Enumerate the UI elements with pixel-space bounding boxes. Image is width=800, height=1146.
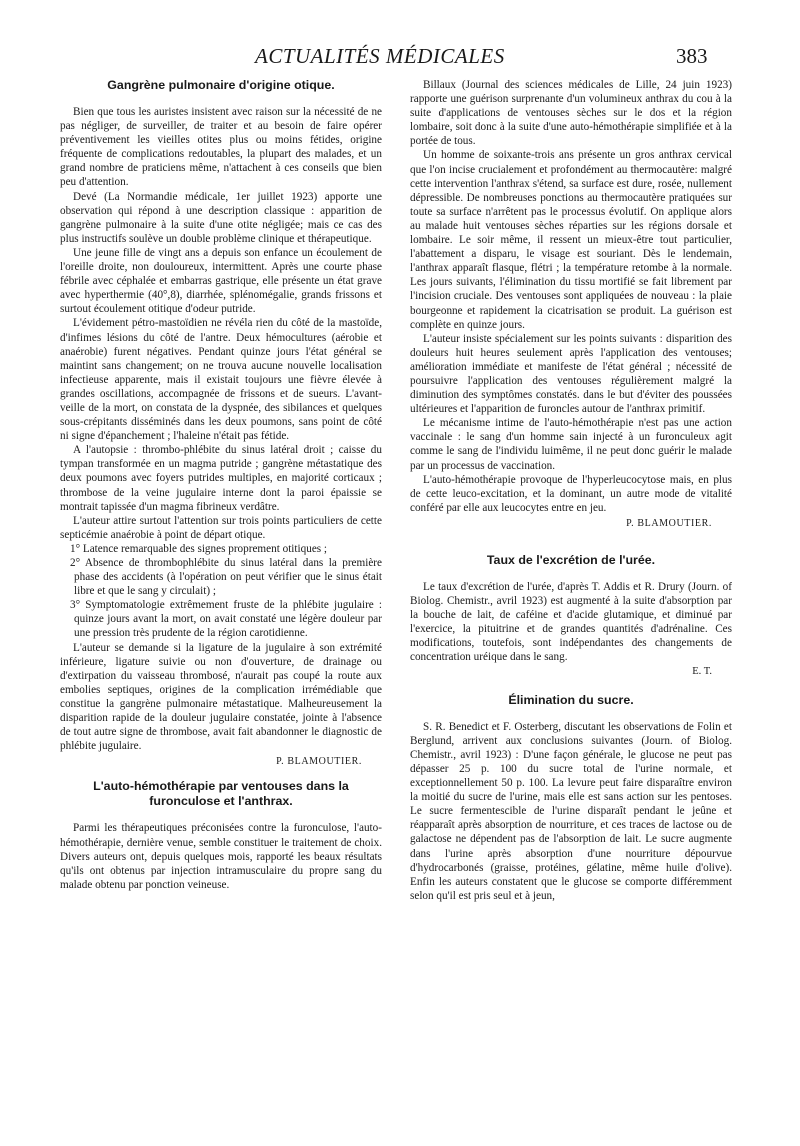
page-number: 383 xyxy=(676,44,708,68)
paragraph: L'auteur se demande si la ligature de la jugulaire à son extrémité inférieure, ligature suivie ou non d'ouverture, de drainage ou d'extirpation du vaisseau thrombosé, n'aurait pas coupé la route aux embolies septiques, origines de la complication irrémédiable que constitue la gangrène pulmonaire métastatique. Malheureusement la disparition rapide de la douleur jugulaire constatée, jointe à l'absence de tout autre signe de thrombose, avait fait abandonner le diagnostic de phlébite jugulaire. xyxy=(60,641,382,753)
signature: P. BLAMOUTIER. xyxy=(626,517,712,529)
paragraph: S. R. Benedict et F. Osterberg, discutant les observations de Folin et Berglund, arrivent aux conclusions suivantes (Journ. of Biolog. Chemistr., avril 1923) : D'une façon générale, le glucose ne peut pas dépasser 25 p. 100 du sucre total de l'urine normale, et exceptionnellement 50 p. 100. La levure peut faire disparaître environ la moitié du sucre de l'urine, mais elle est sans action sur les pentoses. Le sucre fermentescible de l'urine disparaît pendant le jeûne et réapparaît après absorption de nourriture, et ces traces de lactose ou de galactose ne dépendent pas de l'absorption de lait. Le sucre augmente dans l'urine après absorption d'une nourriture dépourvue d'hydrocarbonés (graisse, protéines, gélatine, même huile d'olive). Enfin les auteurs constatent que le glucose se comporte différemment selon qu'il est pris seul et à jeun, xyxy=(410,720,732,902)
article-title-autohemotherapie: L'auto-hémothérapie par ventouses dans la furonculose et l'anthrax. xyxy=(93,779,349,809)
article-title-sucre: Élimination du sucre. xyxy=(508,692,634,707)
paragraph: A l'autopsie : thrombo-phlébite du sinus latéral droit ; caisse du tympan transformée en un magma putride ; gangrène métastatique des deux poumons avec foyers putrides multiples, en majorité corticaux ; thrombose de la veine jugulaire interne dont la paroi épaissie se montrait tapissée d'un magma fibrineux verdâtre. xyxy=(60,444,382,513)
paragraph: L'auteur attire surtout l'attention sur trois points particuliers de cette septicémie anaérobie à point de départ otique. xyxy=(60,514,382,541)
paragraph: Le taux d'excrétion de l'urée, d'après T. Addis et R. Drury (Journ. of Biolog. Chemistr., avril 1923) est augmenté à la suite d'absorption par la bouche de lait, de caféine et d'acide glutamique, et diminué par l'exercice, la pituitrine et de grandes quantités d'adrénaline. Ces modifications, toutefois, sont indépendantes des changements de concentration uréique dans le sang. xyxy=(410,581,732,664)
paragraph: L'auto-hémothérapie provoque de l'hyperleucocytose mais, en plus de cette leuco-excitation, et la dominant, un autre mode de vitalité conféré par elle aux leucocytes entre en jeu. xyxy=(410,473,732,514)
list-item: 3° Symptomatologie extrêmement fruste de la phlébite jugulaire : quinze jours avant la mort, on avait constaté une légère douleur par une pression très prudente de la région carotidienne. xyxy=(70,599,382,640)
paragraph: Le mécanisme intime de l'auto-hémothérapie n'est pas une action vaccinale : le sang d'un homme sain injecté à un furonculeux agit comme le sang de l'individu luimême, il ne peut donc guérir le malade par un processus de vaccination. xyxy=(410,417,732,472)
article-title-uree: Taux de l'excrétion de l'urée. xyxy=(486,553,656,567)
article-title-gangrene: Gangrène pulmonaire d'origine otique. xyxy=(107,78,335,92)
paragraph: Parmi les thérapeutiques préconisées contre la furonculose, l'auto-hémothérapie, dernière venue, semble constituer le traitement de choix. Divers auteurs ont, depuis quelques mois, rapporté les beaux résultats qu'ils ont obtenus par injection intramusculaire du propre sang du malade obtenu par ponction veineuse. xyxy=(60,822,382,891)
paragraph: Devé (La Normandie médicale, 1er juillet 1923) apporte une observation qui répond à une description classique : apparition de gangrène pulmonaire à la suite d'une otite négligée; mais ce cas des plus instructifs soulève un double problème clinique et thérapeutique. xyxy=(60,190,382,245)
right-column xyxy=(410,78,732,903)
paragraph: Un homme de soixante-trois ans présente un gros anthrax cervical que l'on incise crucialement et profondément au thermocautère: malgré cette intervention l'anthrax s'étend, sa surface est dure, rosée, nullement dépressible. De nombreuses ponctions au thermocautère pratiquées sur toute sa surface n'arrêtent pas le processus évolutif. On applique alors au malade huit ventouses sèches réparties sur les régions dorsale et lombaire. Le soir même, il ressent un mieux-être tout particulier, l'abattement a disparu, le visage est souriant. Dès le lendemain, l'anthrax apparaît flasque, flétri ; la température retombe à la normale. Les jours suivants, l'élimination du tissu mortifié se fait librement par l'incision cruciale. Des ventouses sont appliquées de nouveau : la plaie bourgeonne et rapidement la cicatrisation se produit. La guérison est complète en quinze jours. xyxy=(410,149,732,331)
paragraph: Bien que tous les auristes insistent avec raison sur la nécessité de ne pas négliger, de surveiller, de traiter et au besoin de faire opérer préventivement les vieilles otites plus ou moins fétides, origine fréquente de complications redoutables, la plupart des malades, et un grand nombre de praticiens même, n'attachent à ces conseils que bien peu d'attention. xyxy=(60,106,382,189)
list-item: 2° Absence de thrombophlébite du sinus latéral dans la première phase des accidents (à l'opération on peut vérifier que le sinus était libre et que le sang y circulait) ; xyxy=(70,557,382,598)
list-item: 1° Latence remarquable des signes proprement otitiques ; xyxy=(70,542,328,555)
running-head xyxy=(0,38,800,78)
section-spacer xyxy=(410,541,732,553)
left-column xyxy=(60,78,382,892)
paragraph: Billaux (Journal des sciences médicales de Lille, 24 juin 1923) rapporte une guérison surprenante d'un volumineux anthrax du cou à la suite d'applications de ventouses sèches sur le dos et la région lombaire, soit donc à la suite d'une auto-hémothérapie simplifiée et à la portée de tous. xyxy=(410,79,732,148)
paragraph: L'auteur insiste spécialement sur les points suivants : disparition des douleurs huit heures seulement après l'application des ventouses; amélioration immédiate et manifeste de l'état général ; nécessité de poursuivre l'application des ventouses régulièrement malgré la diminution des symptômes constatés. dans le but d'éviter des poussées ultérieures et l'apparition de furoncles autour de l'anthrax primitif. xyxy=(410,332,732,416)
paragraph: L'évidement pétro-mastoïdien ne révéla rien du côté de la mastoïde, d'infimes lésions du côté de l'antre. Deux hémocultures (aérobie et anaérobie) furent négatives. Pendant quinze jours l'état général se maintint sans changement; on ne trouva aucune nouvelle localisation infectieuse apparente, mais il existait toujours une fièvre élevée à grandes oscillations, accompagnée de frissons et de sueurs. L'avant-veille de la mort, on constata de la dyspnée, des sibilances et quelques sous-crépitants disséminés dans les deux poumons, sans point de côté ni signe d'épanchement ; l'haleine n'était pas fétide. xyxy=(60,317,382,443)
paragraph: Une jeune fille de vingt ans a depuis son enfance un écoulement de l'oreille droite, non douloureux, intermittent. Après une courte phase fébrile avec céphalée et embarras gastrique, elle présente un état grave avec hyperthermie (40°,8), diarrhée, splénomégalie, grands frissons et surtout écoulement otitique d'odeur putride. xyxy=(60,246,382,316)
signature: P. BLAMOUTIER. xyxy=(276,756,362,768)
running-title: ACTUALITÉS MÉDICALES xyxy=(255,44,505,68)
signature: E. T. xyxy=(692,665,712,677)
